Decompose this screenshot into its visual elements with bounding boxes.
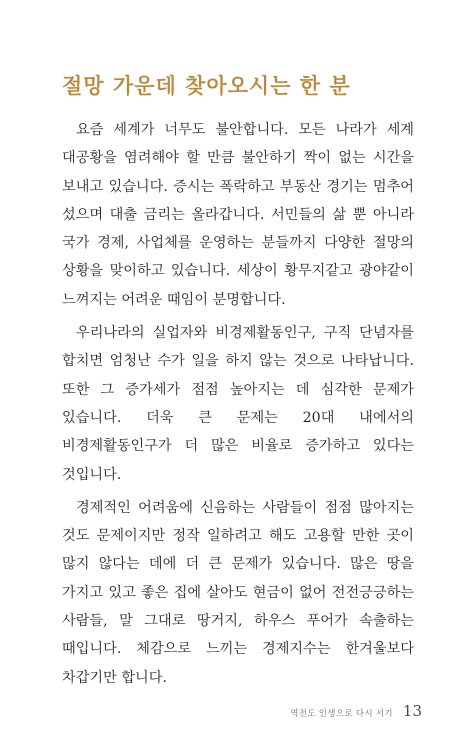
paragraph-3: 경제적인 어려움에 신음하는 사람들이 점점 많아지는 것도 문제이지만 정작 일하려고 해도 고용할 만한 곳이 많지 않다는 데에 더 큰 문제가 있습니다. 많은 땅을 가지고 있고 좋은 집에 살아도 현금이 없어 전전긍긍하는 사람들, 말 그대로 땅거지, 하우스 푸어가 속출하는 때입니다. 체감으로 느끼는 경제지수는 한겨울보다 차갑기만 합니다. bbox=[62, 499, 414, 686]
body-text bbox=[62, 116, 414, 692]
page-footer bbox=[290, 702, 422, 720]
page-number: 13 bbox=[402, 702, 422, 720]
running-book-title: 역전도 인생으로 다시 서기 bbox=[290, 709, 393, 719]
paragraph-1: 요즘 세계가 너무도 불안합니다. 모든 나라가 세계 대공황을 염려해야 할 만큼 불안하기 짝이 없는 시간을 보내고 있습니다. 증시는 폭락하고 부동산 경기는 멈추어 섰으며 대출 금리는 올라갑니다. 서민들의 삶 뿐 아니라 국가 경제, 사업체를 운영하는 분들까지 다양한 절망의 상황을 맞이하고 있습니다. 세상이 황무지같고 광야같이 느껴지는 어려운 때임이 분명합니다. bbox=[62, 122, 414, 308]
chapter-title: 절망 가운데 찾아오시는 한 분 bbox=[62, 74, 351, 98]
paragraph-2: 우리나라의 실업자와 비경제활동인구, 구직 단념자를 합치면 엄청난 수가 일을 하지 않는 것으로 나타납니다. 또한 그 증가세가 점점 높아지는 데 심각한 문제가 있습니다. 더욱 큰 문제는 20대 내에서의 비경제활동인구가 더 많은 비율로 증가하고 있다는 것입니다. bbox=[62, 325, 414, 483]
